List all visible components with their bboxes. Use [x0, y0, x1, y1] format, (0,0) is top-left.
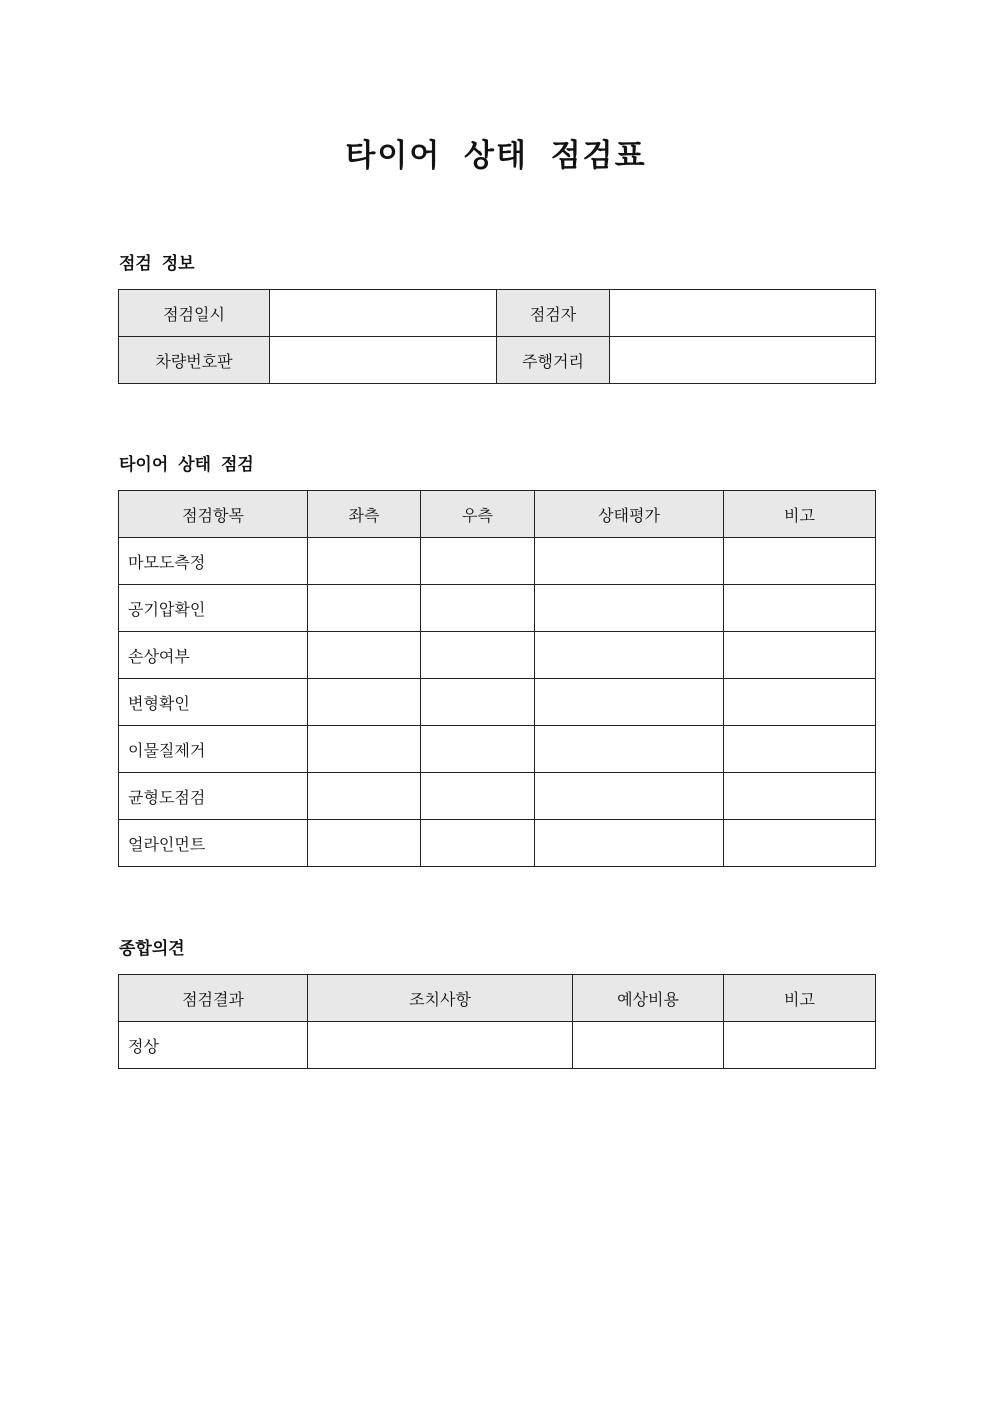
note-cell[interactable]: [724, 1022, 876, 1069]
evaluation-cell[interactable]: [535, 585, 724, 632]
check-item-label: 마모도측정: [119, 538, 308, 585]
right-cell[interactable]: [421, 679, 535, 726]
document-title: 타이어 상태 점검표: [345, 138, 647, 174]
tire-check-heading: 타이어 상태 점검: [119, 455, 254, 475]
right-cell[interactable]: [421, 773, 535, 820]
tire-check-table: [118, 490, 876, 867]
mileage-label: 주행거리: [497, 337, 610, 384]
overall-opinion-heading: 종합의견: [119, 939, 185, 959]
evaluation-cell[interactable]: [535, 632, 724, 679]
left-cell[interactable]: [308, 538, 421, 585]
evaluation-cell[interactable]: [535, 820, 724, 867]
inspector-label: 점검자: [497, 290, 610, 337]
left-cell[interactable]: [308, 726, 421, 773]
check-item-label: 균형도점검: [119, 773, 308, 820]
column-header: 예상비용: [573, 975, 724, 1022]
right-cell[interactable]: [421, 538, 535, 585]
right-cell[interactable]: [421, 820, 535, 867]
check-item-label: 얼라인먼트: [119, 820, 308, 867]
column-header: 우측: [421, 491, 535, 538]
evaluation-cell[interactable]: [535, 679, 724, 726]
overall-opinion-table: [118, 974, 876, 1069]
table-header-row: [119, 491, 876, 538]
table-row: [119, 1022, 876, 1069]
left-cell[interactable]: [308, 773, 421, 820]
left-cell[interactable]: [308, 632, 421, 679]
left-cell[interactable]: [308, 820, 421, 867]
table-row: [119, 773, 876, 820]
table-row: [119, 538, 876, 585]
note-cell[interactable]: [724, 585, 876, 632]
plate-number-label: 차량번호판: [119, 337, 270, 384]
column-header: 점검항목: [119, 491, 308, 538]
table-row: [119, 585, 876, 632]
table-row: [119, 290, 876, 337]
note-cell[interactable]: [724, 820, 876, 867]
evaluation-cell[interactable]: [535, 538, 724, 585]
column-header: 좌측: [308, 491, 421, 538]
note-cell[interactable]: [724, 773, 876, 820]
evaluation-cell[interactable]: [535, 726, 724, 773]
column-header: 비고: [724, 975, 876, 1022]
right-cell[interactable]: [421, 726, 535, 773]
note-cell[interactable]: [724, 726, 876, 773]
inspection-date-label: 점검일시: [119, 290, 270, 337]
table-row: [119, 726, 876, 773]
right-cell[interactable]: [421, 585, 535, 632]
note-cell[interactable]: [724, 632, 876, 679]
inspector-field[interactable]: [610, 290, 876, 337]
table-row: [119, 337, 876, 384]
plate-number-field[interactable]: [270, 337, 497, 384]
cost-cell[interactable]: [573, 1022, 724, 1069]
note-cell[interactable]: [724, 538, 876, 585]
result-cell[interactable]: 정상: [119, 1022, 308, 1069]
right-cell[interactable]: [421, 632, 535, 679]
inspection-date-field[interactable]: [270, 290, 497, 337]
column-header: 상태평가: [535, 491, 724, 538]
check-item-label: 이물질제거: [119, 726, 308, 773]
left-cell[interactable]: [308, 679, 421, 726]
left-cell[interactable]: [308, 585, 421, 632]
evaluation-cell[interactable]: [535, 773, 724, 820]
check-item-label: 손상여부: [119, 632, 308, 679]
table-header-row: [119, 975, 876, 1022]
check-item-label: 공기압확인: [119, 585, 308, 632]
column-header: 점검결과: [119, 975, 308, 1022]
column-header: 비고: [724, 491, 876, 538]
note-cell[interactable]: [724, 679, 876, 726]
inspection-info-heading: 점검 정보: [119, 254, 195, 274]
action-cell[interactable]: [308, 1022, 573, 1069]
check-item-label: 변형확인: [119, 679, 308, 726]
table-row: [119, 820, 876, 867]
mileage-field[interactable]: [610, 337, 876, 384]
table-row: [119, 632, 876, 679]
inspection-info-table: [118, 289, 876, 384]
column-header: 조치사항: [308, 975, 573, 1022]
table-row: [119, 679, 876, 726]
